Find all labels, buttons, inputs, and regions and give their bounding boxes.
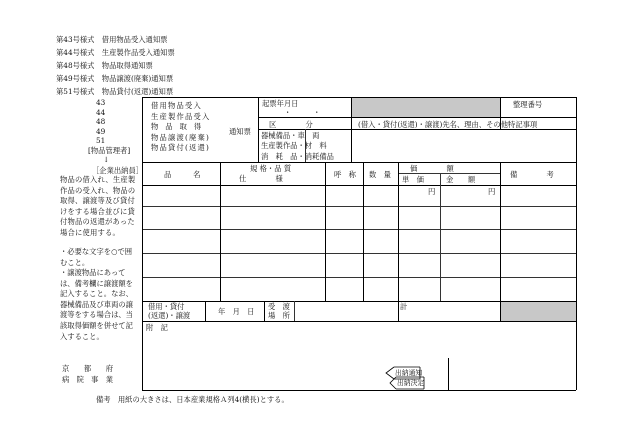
header-line: 第51号様式 物品貸付(返還)通知票 xyxy=(56,87,174,96)
form-number: 49 xyxy=(96,126,106,136)
date-dots: ・ ・ xyxy=(284,108,321,117)
category-option: 消 耗 品・消耗備品 xyxy=(261,151,334,161)
title-option: 物品譲渡(廃棄) xyxy=(151,132,211,142)
title-option: 物品貸付(返還) xyxy=(151,143,211,152)
header-line: 第48号様式 物品取得通知票 xyxy=(56,61,153,70)
bottom-note: 備考 用紙の大きさは、日本産業規格Ａ列4(横長)とする。 xyxy=(96,395,289,404)
yen-unit-price: 円 xyxy=(428,187,436,196)
title-option: 物品取得 xyxy=(151,122,209,131)
col-item: 品 名 xyxy=(164,170,201,179)
form-number: 48 xyxy=(96,117,106,127)
col-unit-price: 単 価 xyxy=(402,175,424,184)
header-line: 第44号様式 生産製作品受入通知票 xyxy=(56,48,175,57)
category-options xyxy=(261,131,334,162)
arrow-down-icon: ↓ xyxy=(103,155,110,164)
reference-number-label: 整理番号 xyxy=(513,100,543,109)
yen-amount: 円 xyxy=(488,187,496,196)
borrow-label-2: (返還)・譲渡 xyxy=(148,311,191,320)
borrow-label-1: 借用・貸付 xyxy=(148,302,185,311)
col-remarks: 備 考 xyxy=(510,170,554,179)
category-option: 生産製作品・材 料 xyxy=(261,141,327,151)
place-label-1: 受 渡 xyxy=(268,302,290,311)
title-suffix: 通知票 xyxy=(229,127,251,136)
category-option: 器械備品・車 両 xyxy=(261,131,320,140)
header-line: 第49号様式 物品譲渡(廃棄)通知票 xyxy=(56,74,174,83)
title-option: 生産製作品受入 xyxy=(151,111,211,121)
col-unit: 呼 称 xyxy=(334,170,356,179)
transfer-note: ・譲渡物品にあっては、備考欄に譲渡額を記入すること。なお、器械備品及び車両の譲渡等をする場合は、当該取得価額を併せて記入すること。 xyxy=(60,268,133,341)
org-name-line2: 病 院 事 業 xyxy=(62,375,114,384)
stamp-notice: 出納通知 xyxy=(395,369,423,377)
circle-note: ・必要な文字を○で囲むこと。 xyxy=(60,247,133,267)
col-amount: 金 額 xyxy=(446,175,476,184)
treasury-stamp xyxy=(380,364,434,390)
date-label: 起票年月日 xyxy=(262,99,299,108)
title-options xyxy=(151,101,210,154)
col-spec-sub: 仕 様 xyxy=(239,174,283,183)
form-number: 43 xyxy=(96,98,106,107)
title-option: 借用物品受入 xyxy=(151,101,202,110)
place-label-2: 場 所 xyxy=(268,311,290,320)
category-label: 区 分 xyxy=(269,120,313,129)
manager-label: [物品管理者] xyxy=(88,146,131,155)
form-number-list xyxy=(96,98,105,146)
shaded-cell xyxy=(351,97,500,117)
counterparty-label: (借入・貸付(返還)・譲渡)先名、理由、その他特記事項 xyxy=(358,120,538,129)
total-label: 計 xyxy=(400,302,408,311)
org-name-line1: 京 都 府 xyxy=(62,364,114,373)
shaded-cell xyxy=(500,301,576,321)
notes-label: 附 記 xyxy=(146,323,168,332)
stamp-decision: 出納決定 xyxy=(397,379,425,387)
header-line: 第43号様式 借用物品受入通知票 xyxy=(56,35,168,44)
form-number: 44 xyxy=(96,107,106,117)
treasurer-label: ［企業出納員］ xyxy=(92,166,144,175)
form-number: 51 xyxy=(96,136,106,146)
col-price-group: 価 額 xyxy=(410,164,454,173)
col-spec: 規 格・品 質 xyxy=(250,164,292,173)
col-qty: 数 量 xyxy=(369,170,391,179)
usage-note: 物品の借入れ、生産製作品の受入れ、物品の取得、譲渡等及び貸付けをする場合並びに貸付物品の返還があった場合に使用する。 xyxy=(60,175,136,237)
transfer-date-label: 年 月 日 xyxy=(218,307,255,316)
